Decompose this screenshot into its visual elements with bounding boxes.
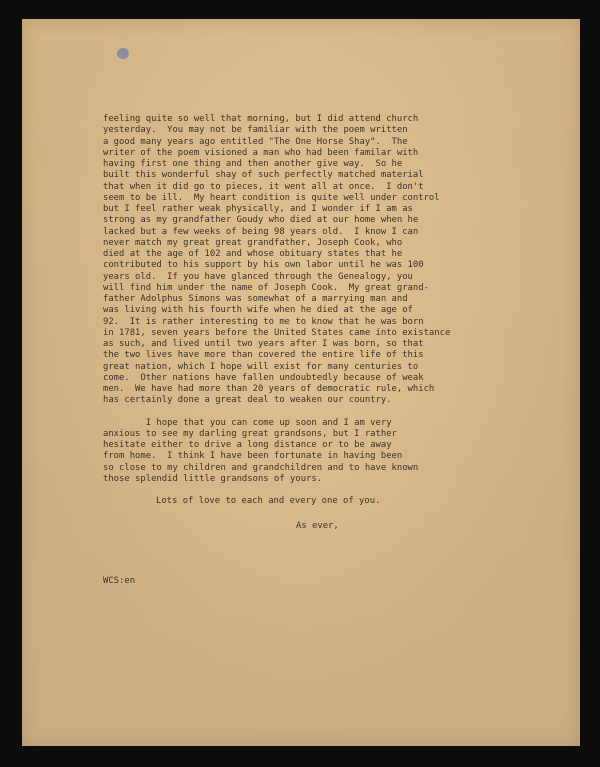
closing-line: Lots of love to each and every one of you. [156, 496, 381, 506]
text-line: as such, and lived until two years after I was born, so that [103, 339, 424, 349]
text-line: men. We have had more than 20 years of democratic rule, which [103, 384, 435, 394]
text-line: so close to my children and grandchildren and to have known [103, 462, 419, 473]
text-line: I hope that you can come up soon and I am very [103, 417, 392, 428]
text-line: seem to be ill. My heart condition is quite well under control [103, 192, 440, 203]
text-line: strong as my grandfather Goudy who died at our home when he [103, 215, 419, 226]
text-line: hesitate either to drive a long distance or to be away [103, 440, 392, 450]
text-line: was living with his fourth wife when he died at the age of [103, 305, 413, 316]
text-line: in 1781, seven years before the United States came into existance [103, 327, 451, 338]
paragraph-1 [103, 114, 543, 407]
text-line: yesterday. You may not be familiar with the poem written [103, 125, 408, 136]
text-line: feeling quite so well that morning, but I did attend church [103, 114, 419, 124]
text-line: 92. It is rather interesting to me to know that he was born [103, 316, 424, 327]
text-line: will find him under the name of Joseph Cook. My great grand- [103, 282, 429, 293]
text-line: a good many years ago entitled "The One Horse Shay". The [103, 136, 408, 147]
signoff: As ever, [296, 521, 339, 531]
text-line: lacked but a few weeks of being 98 years old. I know I can [103, 226, 419, 237]
paper-blemish [117, 48, 129, 59]
text-line: come. Other nations have fallen undoubtedly because of weak [103, 372, 424, 383]
text-line: contributed to his support by his own labor until he was 100 [103, 260, 424, 271]
text-line: father Adolphus Simons was somewhat of a marrying man and [103, 294, 408, 304]
text-line: but I feel rather weak physically, and I wonder if I am as [103, 204, 413, 214]
text-line: died at the age of 102 and whose obituary states that he [103, 249, 403, 259]
paragraph-2 [103, 418, 543, 486]
typist-initials: WCS:en [103, 576, 136, 586]
text-line: those splendid little grandsons of yours. [103, 473, 323, 484]
text-line: has certainly done a great deal to weaken our country. [103, 395, 392, 406]
text-line: having first one thing and then another give way. So he [103, 159, 403, 169]
text-line: that when it did go to pieces, it went all at once. I don't [103, 181, 424, 192]
text-line: anxious to see my darling great grandsons, but I rather [103, 428, 397, 439]
text-line: years old. If you have glanced through the Genealogy, you [103, 271, 413, 282]
text-line: built this wonderful shay of such perfectly matched material [103, 170, 424, 181]
text-line: from home. I think I have been fortunate in having been [103, 451, 403, 462]
text-line: the two lives have more than covered the entire life of this [103, 350, 424, 361]
text-line: great nation, which I hope will exist for many centuries to [103, 361, 419, 372]
text-line: writer of the poem visioned a man who had been familar with [103, 147, 419, 158]
text-line: never match my great great grandfather, Joseph Cook, who [103, 237, 403, 248]
letter-body [103, 114, 543, 485]
